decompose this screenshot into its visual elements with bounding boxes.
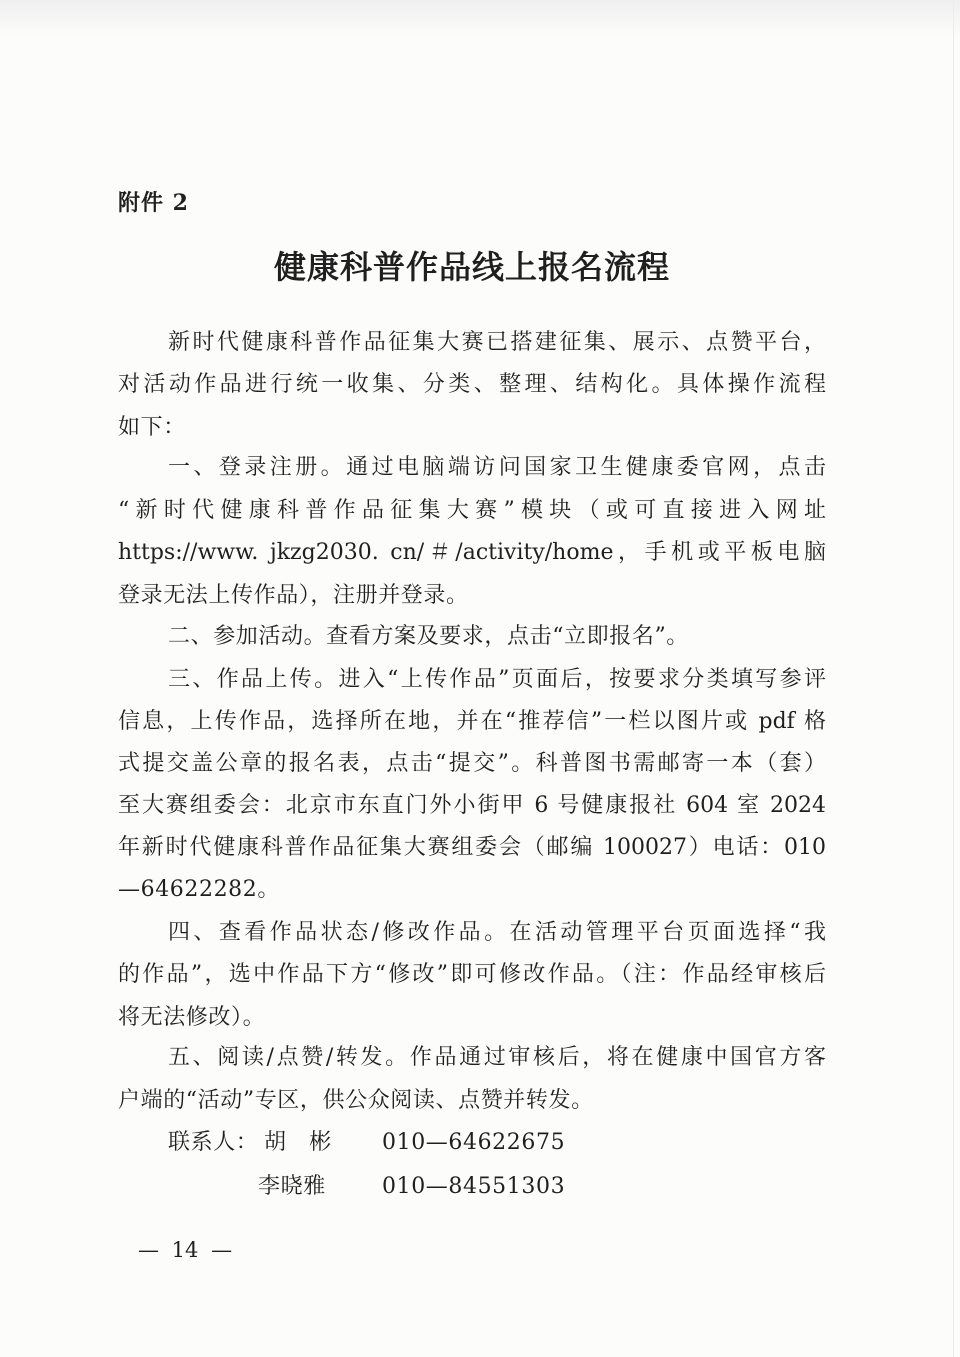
- paragraph-line: 新时代健康科普作品征集大赛已搭建征集、展示、点赞平台，: [168, 330, 826, 355]
- paragraph-line: 户端的“活动”专区，供公众阅读、点赞并转发。: [118, 1088, 594, 1113]
- paragraph-line: 对活动作品进行统一收集、分类、整理、结构化。具体操作流程: [118, 372, 826, 397]
- paragraph-line: 一、登录注册。通过电脑端访问国家卫生健康委官网，点击: [168, 455, 826, 480]
- paragraph-line: 的作品”，选中作品下方“修改”即可修改作品。（注：作品经审核后: [118, 962, 826, 987]
- paragraph-line: 登录无法上传作品），注册并登录。: [118, 583, 469, 608]
- paragraph-line: 年新时代健康科普作品征集大赛组委会（邮编 100027）电话：010: [118, 835, 826, 860]
- paragraph-line: —64622282。: [118, 877, 280, 902]
- paragraph-line: 四、查看作品状态/修改作品。在活动管理平台页面选择“我: [168, 920, 826, 945]
- contact-phone: 010—64622675: [382, 1130, 566, 1155]
- contact-name: 李晓雅: [258, 1174, 326, 1199]
- paragraph-line-url: https://www. jkzg2030. cn/＃/activity/home，手机或平板电脑: [118, 540, 826, 565]
- paragraph-line: 至大赛组委会：北京市东直门外小街甲 6 号健康报社 604 室 2024: [118, 793, 826, 818]
- document-title: 健康科普作品线上报名流程: [273, 248, 670, 286]
- paragraph-line: 式提交盖公章的报名表，点击“提交”。科普图书需邮寄一本（套）: [118, 751, 826, 776]
- paragraph-line: 二、参加活动。查看方案及要求，点击“立即报名”。: [168, 624, 689, 649]
- contact-name: 胡 彬: [264, 1130, 332, 1155]
- page-number: — 14 —: [138, 1238, 233, 1262]
- attachment-label: 附件 2: [118, 190, 189, 216]
- paragraph-line: 三、作品上传。进入“上传作品”页面后，按要求分类填写参评: [168, 667, 826, 692]
- paragraph-line: “新时代健康科普作品征集大赛”模块（或可直接进入网址: [118, 498, 826, 523]
- paragraph-line: 如下：: [118, 415, 186, 440]
- scan-shadow: [0, 0, 960, 36]
- paragraph-line: 将无法修改）。: [118, 1005, 266, 1030]
- paragraph-line: 信息，上传作品，选择所在地，并在“推荐信”一栏以图片或 pdf 格: [118, 709, 826, 734]
- contact-phone: 010—84551303: [382, 1174, 566, 1199]
- contacts-label: 联系人：: [168, 1130, 259, 1155]
- paragraph-line: 五、阅读/点赞/转发。作品通过审核后，将在健康中国官方客: [168, 1045, 826, 1070]
- scan-edge-line: [953, 0, 954, 1357]
